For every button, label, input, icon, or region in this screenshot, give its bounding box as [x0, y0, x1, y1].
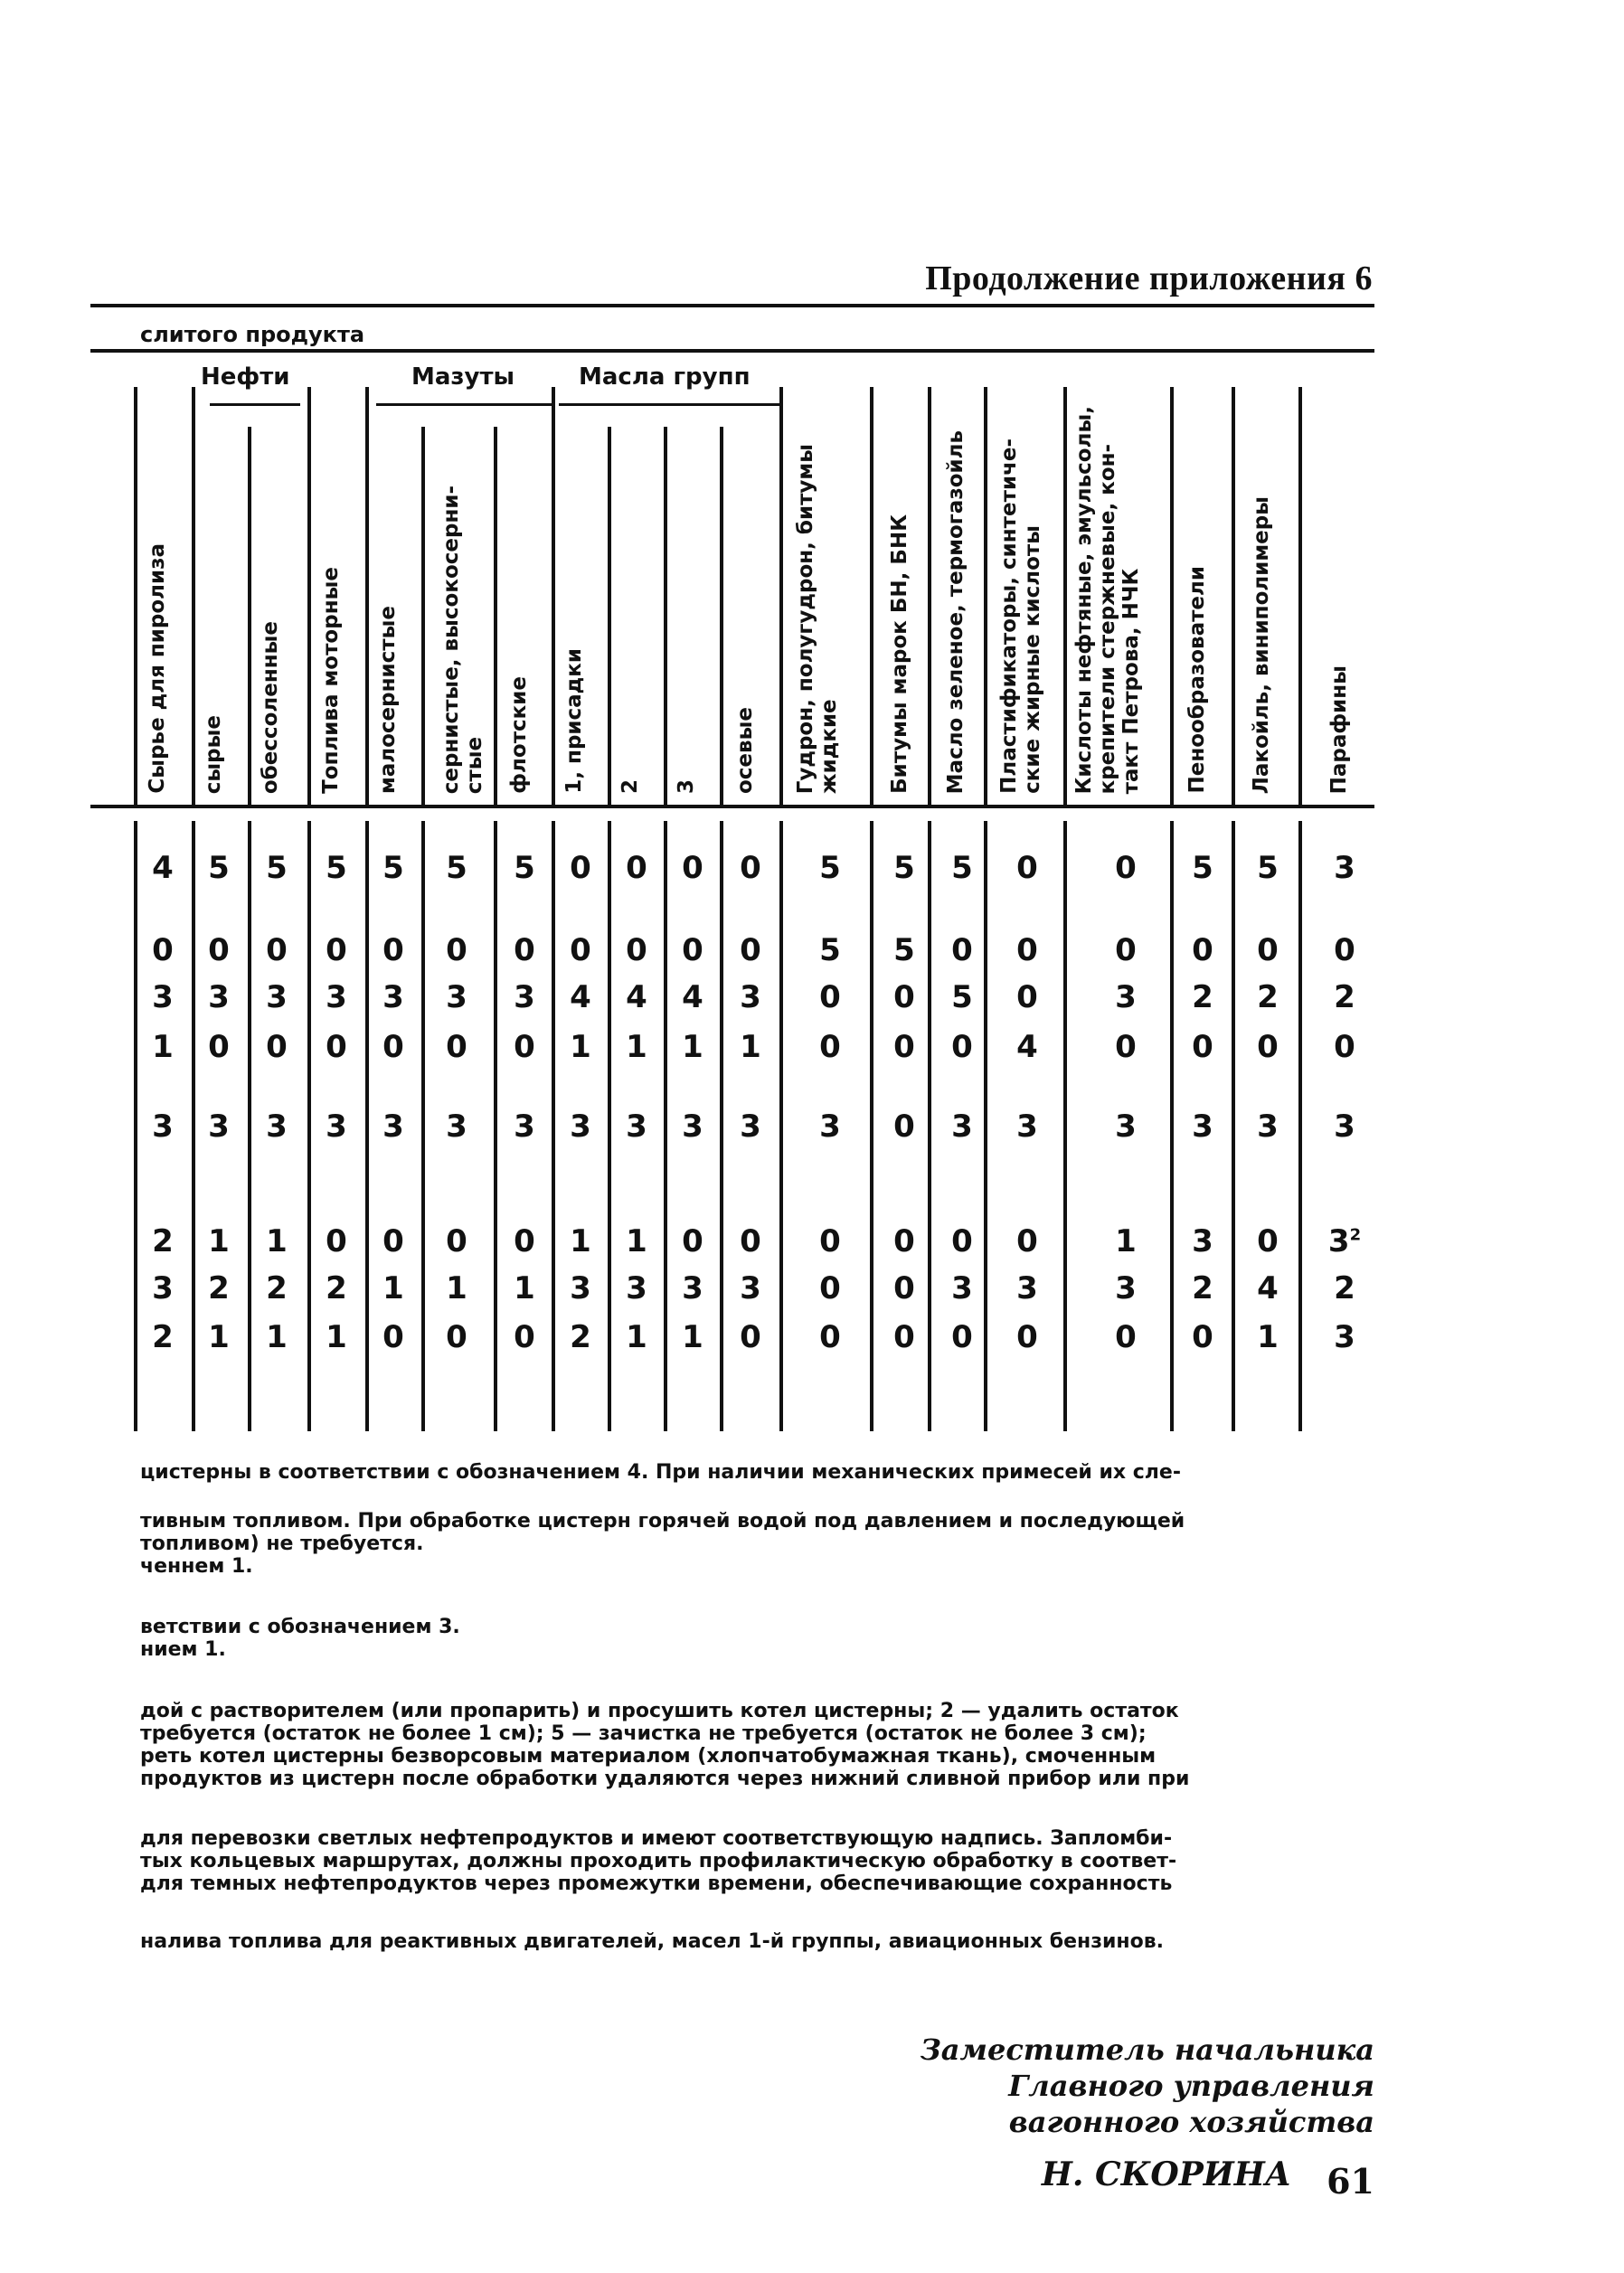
table-cell: 5	[819, 932, 841, 968]
table-cell: 3	[570, 1270, 591, 1306]
table-cell: 0	[682, 850, 703, 886]
body-column-rule	[928, 821, 931, 1431]
table-cell: 0	[446, 932, 467, 968]
table-cell: 3	[152, 1270, 174, 1306]
body-column-rule	[870, 821, 873, 1431]
table-cell: 2	[266, 1270, 288, 1306]
header-column-rule	[1298, 387, 1302, 805]
body-column-rule	[134, 821, 137, 1431]
table-cell: 3	[1257, 1108, 1279, 1145]
column-header: Пластификаторы, синтетиче- ские жирные кислоты	[997, 439, 1044, 794]
table-cell: 2	[326, 1270, 347, 1306]
table-cell: 0	[382, 1319, 404, 1355]
body-column-rule	[421, 821, 425, 1431]
table-cell: 1	[266, 1319, 288, 1355]
table-cell: 0	[382, 1029, 404, 1065]
table-cell: 0	[326, 1223, 347, 1259]
table-cell: 0	[446, 1319, 467, 1355]
header-column-rule	[421, 427, 425, 805]
table-cell: 0	[1115, 850, 1137, 886]
column-header: Масло зеленое, термогазойль	[944, 429, 968, 794]
table-cell: 0	[266, 1029, 288, 1065]
header-column-rule	[720, 427, 723, 805]
table-cell: 3	[1016, 1108, 1038, 1145]
column-header: 2	[618, 778, 642, 794]
table-cell: 3	[1115, 979, 1137, 1015]
table-cell: 0	[1334, 1029, 1355, 1065]
note-5: для перевозки светлых нефтепродуктов и имеют соответствующую надпись. Запломби- тых кольцевых маршрутах, должны проходить профилактическую обработку в соответ- для темных нефтепродуктов через промежутки времени, обеспечивающие сохранность	[140, 1827, 1177, 1895]
continuation-header: Продолжение приложения 6	[925, 259, 1373, 297]
table-cell: 1	[682, 1319, 703, 1355]
table-cell: 0	[893, 979, 915, 1015]
table-cell: 1	[570, 1223, 591, 1259]
table-cell: 3	[446, 979, 467, 1015]
column-header: Кислоты нефтяные, эмульсолы, крепители стержневые, кон- такт Петрова, НЧК	[1072, 405, 1143, 794]
table-cell: 0	[740, 1319, 761, 1355]
body-column-rule	[720, 821, 723, 1431]
table-cell: 1	[514, 1270, 535, 1306]
table-cell: 1	[208, 1223, 230, 1259]
table-cell: 3	[682, 1108, 703, 1145]
table-cell: 0	[1016, 932, 1038, 968]
signature-name: Н. СКОРИНА	[1041, 2155, 1292, 2193]
table-cell: 0	[208, 932, 230, 968]
table-cell: 0	[1016, 1319, 1038, 1355]
table-cell: 0	[819, 1270, 841, 1306]
table-cell: 0	[266, 932, 288, 968]
table-cell: 2	[1257, 979, 1279, 1015]
column-header: флотские	[507, 676, 531, 794]
table-cell: 0	[893, 1270, 915, 1306]
table-top-rule	[90, 349, 1374, 353]
body-column-rule	[779, 821, 783, 1431]
body-column-rule	[552, 821, 555, 1431]
body-column-rule	[1063, 821, 1067, 1431]
table-cell: 0	[1192, 1319, 1213, 1355]
note-6: налива топлива для реактивных двигателей, масел 1-й группы, авиационных бензинов.	[140, 1930, 1165, 1953]
table-cell: 3	[1192, 1223, 1213, 1259]
table-cell: 0	[208, 1029, 230, 1065]
table-cell: 2	[1334, 1270, 1355, 1306]
note-3: ветствии с обозначением 3. нием 1.	[140, 1616, 460, 1661]
table-cell: 1	[382, 1270, 404, 1306]
table-cell: 5	[893, 932, 915, 968]
table-cell: 2	[1192, 979, 1213, 1015]
table-cell: 0	[819, 979, 841, 1015]
table-cell: 4	[1257, 1270, 1279, 1306]
header-column-rule	[608, 427, 611, 805]
table-cell: 1	[1257, 1319, 1279, 1355]
table-cell: 3	[1115, 1108, 1137, 1145]
table-cell: 0	[152, 932, 174, 968]
table-cell: 0	[1115, 1029, 1137, 1065]
column-header: малосернистые	[376, 605, 400, 794]
header-column-rule	[779, 387, 783, 805]
body-column-rule	[494, 821, 497, 1431]
table-cell: 0	[514, 932, 535, 968]
column-header: 3	[675, 778, 698, 794]
table-cell: 0	[740, 932, 761, 968]
table-cell: 3	[570, 1108, 591, 1145]
table-cell: 0	[1016, 979, 1038, 1015]
table-cell: 1	[682, 1029, 703, 1065]
table-cell: 3	[152, 979, 174, 1015]
table-cell: 3	[626, 1270, 647, 1306]
table-cell: 1	[570, 1029, 591, 1065]
body-column-rule	[984, 821, 987, 1431]
table-cell: 4	[570, 979, 591, 1015]
group-masla: Масла групп	[579, 363, 751, 391]
body-column-rule	[192, 821, 195, 1431]
body-column-rule	[365, 821, 369, 1431]
table-cell: 4	[152, 850, 174, 886]
table-cell: 0	[446, 1223, 467, 1259]
table-cell: 0	[1257, 1223, 1279, 1259]
table-cell: 5	[382, 850, 404, 886]
table-cell: 3	[1115, 1270, 1137, 1306]
signature-title-3: вагонного хозяйства	[1008, 2105, 1374, 2139]
table-cell: 3	[740, 979, 761, 1015]
body-column-rule	[1170, 821, 1174, 1431]
header-column-rule	[984, 387, 987, 805]
body-column-rule	[248, 821, 251, 1431]
header-column-rule	[494, 427, 497, 805]
table-cell: 0	[1192, 1029, 1213, 1065]
table-cell: 3	[740, 1270, 761, 1306]
table-cell: 3	[1192, 1108, 1213, 1145]
header-column-rule	[134, 387, 137, 805]
table-cell: 0	[893, 1108, 915, 1145]
table-cell: 2	[1192, 1270, 1213, 1306]
table-cell: 0	[682, 932, 703, 968]
table-cell: 5	[951, 850, 973, 886]
body-column-rule	[1232, 821, 1235, 1431]
column-header: 1, присадки	[562, 648, 586, 794]
table-cell: 0	[819, 1319, 841, 1355]
header-column-rule	[248, 427, 251, 805]
table-cell: 1	[208, 1319, 230, 1355]
table-cell: 2	[208, 1270, 230, 1306]
group-rule-mazuty	[376, 403, 552, 406]
table-cell: 0	[1192, 932, 1213, 968]
table-cell: 0	[1334, 932, 1355, 968]
table-cell: 3	[382, 1108, 404, 1145]
signature-title-2: Главного управления	[1008, 2069, 1374, 2103]
table-cell: 0	[514, 1029, 535, 1065]
table-cell: 3	[446, 1108, 467, 1145]
header-column-rule	[1063, 387, 1067, 805]
table-cell: 2	[1334, 979, 1355, 1015]
table-cell: 3	[819, 1108, 841, 1145]
table-cell: $3^2$	[1327, 1223, 1362, 1259]
table-cell: 3	[740, 1108, 761, 1145]
table-cell: 5	[514, 850, 535, 886]
table-cell: 0	[514, 1223, 535, 1259]
table-cell: 3	[514, 979, 535, 1015]
table-cell: 5	[446, 850, 467, 886]
header-column-rule	[1232, 387, 1235, 805]
header-bottom-rule	[90, 805, 1374, 808]
group-rule-neft	[210, 403, 300, 406]
table-cell: 3	[1334, 850, 1355, 886]
table-cell: 3	[951, 1108, 973, 1145]
table-cell: 3	[208, 979, 230, 1015]
table-cell: 3	[266, 1108, 288, 1145]
column-header: сырые	[202, 714, 225, 794]
column-header: осевые	[733, 707, 757, 794]
table-cell: 3	[326, 979, 347, 1015]
header-column-rule	[1170, 387, 1174, 805]
table-cell: 0	[1016, 850, 1038, 886]
table-cell: 1	[626, 1223, 647, 1259]
table-cell: 1	[1115, 1223, 1137, 1259]
table-subtitle: слитого продукта	[140, 322, 365, 347]
table-cell: 0	[1257, 932, 1279, 968]
table-cell: 3	[1334, 1108, 1355, 1145]
table-cell: 1	[626, 1319, 647, 1355]
table-cell: 0	[570, 932, 591, 968]
table-cell: 0	[1115, 1319, 1137, 1355]
column-header: Пенообразователи	[1185, 566, 1209, 794]
table-cell: 1	[446, 1270, 467, 1306]
table-cell: 0	[326, 1029, 347, 1065]
footnote-mark: 2	[1349, 1225, 1362, 1245]
column-header: Сырье для пиролиза	[146, 543, 169, 794]
group-rule-masla	[559, 403, 781, 406]
table-cell: 0	[951, 1223, 973, 1259]
signature-title-1: Заместитель начальника	[920, 2032, 1374, 2067]
table-cell: 1	[740, 1029, 761, 1065]
group-neft: Нефти	[201, 363, 290, 391]
header-column-rule	[928, 387, 931, 805]
column-header: сернистые, высокосерни- стые	[439, 485, 486, 794]
table-cell: 5	[893, 850, 915, 886]
table-cell: 0	[1257, 1029, 1279, 1065]
column-header: Лакойль, виниполимеры	[1250, 495, 1273, 794]
table-cell: 0	[570, 850, 591, 886]
body-column-rule	[664, 821, 667, 1431]
table-cell: 0	[951, 1029, 973, 1065]
table-cell: 0	[514, 1319, 535, 1355]
body-column-rule	[307, 821, 311, 1431]
header-column-rule	[192, 387, 195, 805]
table-cell: 0	[626, 850, 647, 886]
column-header: Топлива моторные	[319, 567, 343, 794]
table-cell: 1	[152, 1029, 174, 1065]
page-number: 61	[1327, 2161, 1374, 2202]
table-cell: 2	[152, 1319, 174, 1355]
table-cell: 0	[819, 1223, 841, 1259]
table-cell: 5	[1192, 850, 1213, 886]
header-column-rule	[664, 427, 667, 805]
table-cell: 0	[382, 1223, 404, 1259]
table-cell: 0	[951, 932, 973, 968]
table-cell: 1	[326, 1319, 347, 1355]
table-cell: 5	[208, 850, 230, 886]
table-cell: 3	[266, 979, 288, 1015]
table-cell: 3	[152, 1108, 174, 1145]
header-column-rule	[365, 387, 369, 805]
table-cell: 3	[626, 1108, 647, 1145]
table-cell: 5	[266, 850, 288, 886]
table-cell: 3	[208, 1108, 230, 1145]
table-cell: 4	[1016, 1029, 1038, 1065]
table-cell: 0	[951, 1319, 973, 1355]
header-column-rule	[307, 387, 311, 805]
table-cell: 0	[326, 932, 347, 968]
body-column-rule	[1298, 821, 1302, 1431]
table-cell: 2	[570, 1319, 591, 1355]
header-column-rule	[552, 387, 555, 805]
table-cell: 1	[626, 1029, 647, 1065]
table-cell: 5	[1257, 850, 1279, 886]
table-cell: 5	[326, 850, 347, 886]
column-header: Гудрон, полугудрон, битумы жидкие	[794, 443, 841, 794]
table-cell: 5	[819, 850, 841, 886]
table-cell: 3	[1334, 1319, 1355, 1355]
table-cell: 3	[326, 1108, 347, 1145]
header-rule	[90, 304, 1374, 307]
table-cell: 3	[951, 1270, 973, 1306]
table-cell: 2	[152, 1223, 174, 1259]
column-header: Парафины	[1327, 665, 1351, 794]
note-2: тивным топливом. При обработке цистерн горячей водой под давлением и последующей топливом) не требуется. ченнем 1.	[140, 1510, 1185, 1578]
table-cell: 0	[1016, 1223, 1038, 1259]
table-cell: 3	[682, 1270, 703, 1306]
table-cell: 0	[1115, 932, 1137, 968]
table-cell: 0	[819, 1029, 841, 1065]
table-cell: 0	[626, 932, 647, 968]
table-cell: 4	[682, 979, 703, 1015]
column-header: обессоленные	[259, 620, 282, 794]
table-cell: 3	[514, 1108, 535, 1145]
table-cell: 0	[893, 1029, 915, 1065]
table-cell: 3	[382, 979, 404, 1015]
table-cell: 1	[266, 1223, 288, 1259]
column-header: Битумы марок БН, БНК	[888, 514, 911, 794]
note-1: цистерны в соответствии с обозначением 4. При наличии механических примесей их сле-	[140, 1461, 1181, 1484]
table-cell: 0	[446, 1029, 467, 1065]
table-cell: 3	[1016, 1270, 1038, 1306]
table-cell: 0	[893, 1223, 915, 1259]
table-cell: 5	[951, 979, 973, 1015]
note-4: дой с растворителем (или пропарить) и просушить котел цистерны; 2 — удалить остаток требуется (остаток не более 1 см); 5 — зачистка не требуется (остаток не более 3 см); реть котел цистерны безворсовым материалом (хлопчатобумажная ткань), смоченным продуктов из цистерн после обработки удаляются через нижний сливной прибор или при	[140, 1700, 1190, 1790]
table-cell: 0	[682, 1223, 703, 1259]
table-cell: 0	[382, 932, 404, 968]
group-mazuty: Мазуты	[411, 363, 515, 391]
table-cell: 0	[740, 1223, 761, 1259]
header-column-rule	[870, 387, 873, 805]
table-cell: 0	[893, 1319, 915, 1355]
body-column-rule	[608, 821, 611, 1431]
table-cell: 4	[626, 979, 647, 1015]
table-cell: 0	[740, 850, 761, 886]
